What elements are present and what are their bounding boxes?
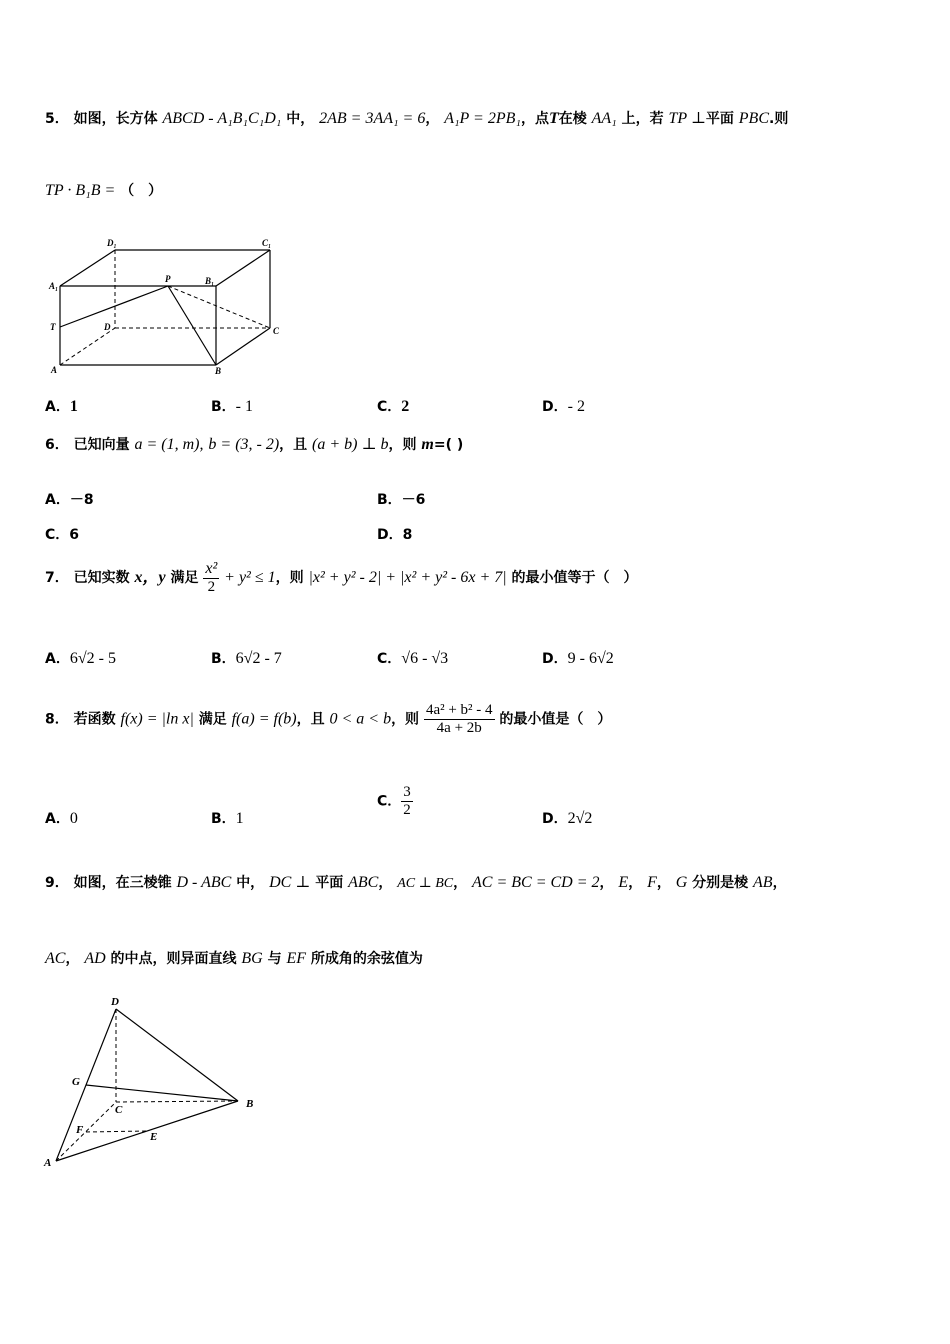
q7-option-d[interactable]: D．9 - 6√2 <box>542 650 614 667</box>
q9-label-c: C <box>115 1104 123 1116</box>
q5-option-a[interactable]: A．1 <box>45 398 78 415</box>
q8-option-c[interactable]: C． $\frac{3}{2}$ <box>377 784 411 818</box>
q5-plane: PBC <box>738 110 769 127</box>
q5-label-c1: C₁ <box>262 238 272 248</box>
q7-expr: |x² + y² - 2| + |x² + y² - 6x + 7| <box>308 569 507 586</box>
q5-solid: ABCD - A₁B₁C₁D₁ <box>162 110 282 127</box>
q9-label-a: A <box>44 1157 52 1169</box>
q9-solid: D - ABC <box>176 874 232 891</box>
q5-line2: TP · B₁B = （ ） <box>45 182 163 199</box>
q8-cond: f(a) = f(b) <box>231 710 297 728</box>
q6-vec-a: a = (1, m), <box>134 436 204 453</box>
q9-number: 9． <box>45 875 69 891</box>
q5-perp: TP ⊥ <box>668 110 706 127</box>
q7-stem: 7． 已知实数 x，y 满足 $\frac{\text{x²}}{2}$ + y² ≤ 1，则 |x² + y² - 2| + |x² + y² - 6x + 7| 的最小值等于（ ） <box>45 560 638 595</box>
q8-stem: 8． 若函数 f(x) = |ln x| 满足 f(a) = f(b)，且 0 < a < b，则 $\frac{\text{4a² + b² - 4}}{4a + 2b}$ 的最小值是（ ） <box>45 702 612 736</box>
q7-option-a[interactable]: A．6√2 - 5 <box>45 650 116 667</box>
q5-label-a1: A₁ <box>49 281 59 291</box>
q8-option-d[interactable]: D．2√2 <box>542 810 593 827</box>
q8-func: f(x) = |ln x| <box>120 710 194 728</box>
q6-number: 6． <box>45 437 69 453</box>
q5-option-d[interactable]: D．- 2 <box>542 398 585 415</box>
q9-line2: AC， AD 的中点，则异面直线 BG 与 EF 所成角的余弦值为 <box>45 950 423 967</box>
q9-pyramid-figure <box>40 993 270 1173</box>
q5-label-p: P <box>165 274 171 284</box>
q7-fraction: $\frac{\text{x²}}{2}$ <box>205 560 218 595</box>
q5-cuboid-figure <box>45 235 285 380</box>
q6-option-c[interactable]: C．6 <box>45 527 80 543</box>
q8-option-a[interactable]: A．0 <box>45 810 78 827</box>
q5-label-d: D <box>104 322 111 332</box>
q5-cond2: A₁P = 2PB₁ <box>444 110 521 127</box>
q9-plane: ABC <box>348 874 379 891</box>
q5-cond1: 2AB = 3AA₁ = 6 <box>319 110 426 127</box>
q5-label-b: B <box>215 366 222 376</box>
q6-option-b[interactable]: B．－6 <box>377 492 426 508</box>
q9-label-b: B <box>246 1098 254 1110</box>
q6-option-d[interactable]: D．8 <box>377 527 413 543</box>
q9-label-g: G <box>72 1076 80 1088</box>
q9-cond2: AC = BC = CD = 2 <box>472 874 600 891</box>
q7-option-c[interactable]: C．√6 - √3 <box>377 650 449 667</box>
q6-stem: 6． 已知向量 a = (1, m), b = (3, - 2)，且 (a + b) ⊥ b，则 m=( ) <box>45 436 464 453</box>
q5-label-t: T <box>50 322 56 332</box>
q9-line1: 9． 如图，在三棱锥 D - ABC 中， DC ⊥ 平面 ABC， AC ⊥ BC， AC = BC = CD = 2， E， F， G 分别是棱 AB， <box>45 874 787 891</box>
q8-range: 0 < a < b <box>329 710 392 728</box>
q7-ineq: + y² ≤ 1 <box>224 569 276 586</box>
q8-option-b[interactable]: B．1 <box>211 810 244 827</box>
q5-line1: 5． 如图，长方体 ABCD - A₁B₁C₁D₁ 中， 2AB = 3AA₁ = 6， A₁P = 2PB₁，点T在棱 AA₁ 上，若 TP ⊥平面 PBC.则 <box>45 110 789 127</box>
q8-option-c-fraction: $\frac{3}{2}$ <box>403 784 411 818</box>
q9-label-e: E <box>150 1131 158 1143</box>
q6-vec-b: b = (3, - 2) <box>208 436 280 453</box>
q6-option-a[interactable]: A．－8 <box>45 492 94 508</box>
q5-label-b1: B₁ <box>205 276 215 286</box>
q9-cond1: AC ⊥ BC <box>397 876 454 891</box>
q5-option-c[interactable]: C．2 <box>377 398 410 415</box>
q5-option-b[interactable]: B．- 1 <box>211 398 253 415</box>
q7-option-b[interactable]: B．6√2 - 7 <box>211 650 282 667</box>
q9-label-f: F <box>76 1124 84 1136</box>
q7-number: 7． <box>45 570 69 586</box>
q9-perp: DC ⊥ <box>269 874 311 891</box>
q9-label-d: D <box>111 996 119 1008</box>
q8-fraction: $\frac{\text{4a² + b² - 4}}{4a + 2b}$ <box>425 702 493 736</box>
q8-number: 8． <box>45 711 69 728</box>
q5-label-c: C <box>273 326 280 336</box>
q5-number: 5． <box>45 111 69 127</box>
q5-label-d1: D₁ <box>107 238 117 248</box>
q5-edge: AA₁ <box>591 110 617 127</box>
q5-label-a: A <box>51 365 58 375</box>
q6-cond: (a + b) ⊥ b <box>312 436 389 453</box>
q5-dot-expr: TP · B₁B = <box>45 182 116 199</box>
